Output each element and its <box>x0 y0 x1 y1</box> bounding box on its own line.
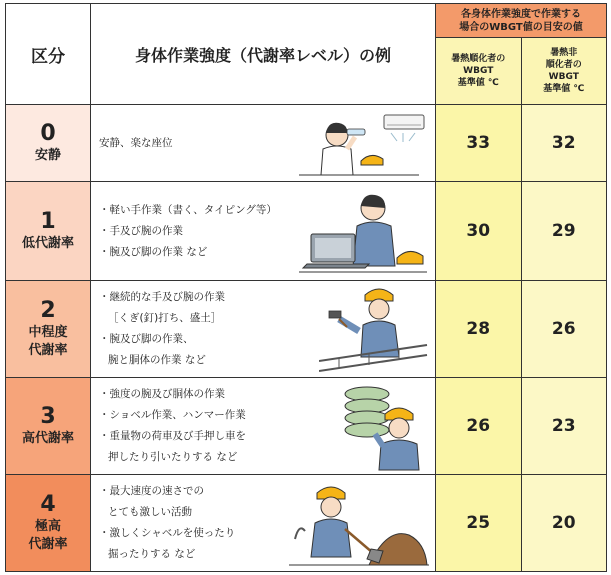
example-cell <box>91 281 436 378</box>
wbgt-unacclimatized-value: 20 <box>521 475 607 572</box>
example-item: 腕と胴体の作業 など <box>108 354 206 366</box>
example-item: 押したり引いたりする など <box>108 451 238 463</box>
level-number: 3 <box>40 404 56 429</box>
header-wbgt-line2: 場合のWBGT値の目安の値 <box>459 21 583 33</box>
wbgt-reference-table <box>5 3 607 572</box>
example-item: ・激しくシャベルを使ったり <box>99 527 236 539</box>
level-number: 1 <box>40 209 56 234</box>
header-unacclimatized-line: 暑熱非 <box>550 48 578 58</box>
example-item: ・重量物の荷車及び手押し車を <box>99 430 246 442</box>
header-acclimatized-line: WBGT <box>463 66 494 76</box>
level-cell <box>6 378 91 475</box>
example-cell <box>91 105 436 182</box>
header-unacclimatized-line: 順化者の <box>545 60 582 70</box>
table-row <box>6 475 607 572</box>
header-unacclimatized-line: WBGT <box>548 72 579 82</box>
wbgt-acclimatized-value: 33 <box>436 105 522 182</box>
level-name: 低代謝率 <box>21 236 74 251</box>
example-item: ・ショベル作業、ハンマー作業 <box>99 409 246 421</box>
wbgt-acclimatized-value: 30 <box>436 182 522 281</box>
header-example: 身体作業強度（代謝率レベル）の例 <box>91 4 436 105</box>
example-item: ・腕及び脚の作業、 <box>99 333 194 345</box>
level-name: 安静 <box>34 148 61 163</box>
example-item: とても激しい活動 <box>108 506 192 518</box>
header-acclimatized-line: 基準値 ℃ <box>457 78 499 88</box>
header-acclimatized <box>436 38 522 105</box>
example-list <box>91 287 435 371</box>
wbgt-unacclimatized-value: 32 <box>521 105 607 182</box>
table-row <box>6 105 607 182</box>
table-row <box>6 182 607 281</box>
example-cell <box>91 475 436 572</box>
level-cell <box>6 281 91 378</box>
header-acclimatized-line: 暑熱順化者の <box>451 54 506 64</box>
example-item: 安静、楽な座位 <box>99 136 173 149</box>
header-unacclimatized <box>521 38 607 105</box>
level-number: 2 <box>40 298 56 323</box>
header-wbgt-guideline <box>436 4 607 38</box>
wbgt-acclimatized-value: 26 <box>436 378 522 475</box>
example-item: ・手及び腕の作業 <box>99 224 183 237</box>
level-name: 中程度 <box>28 325 68 340</box>
example-cell <box>91 378 436 475</box>
example-cell <box>91 182 436 281</box>
level-name: 極高 <box>34 519 61 534</box>
example-list <box>91 133 435 154</box>
wbgt-acclimatized-value: 28 <box>436 281 522 378</box>
table-row <box>6 378 607 475</box>
example-item: ・継続的な手及び腕の作業 <box>99 291 225 303</box>
wbgt-acclimatized-value: 25 <box>436 475 522 572</box>
example-item: ［くぎ(釘)打ち、盛土］ <box>108 312 222 324</box>
example-item: ・軽い手作業（書く、タイピング等） <box>99 203 277 216</box>
level-name: 代謝率 <box>28 343 68 358</box>
example-item: 掘ったりする など <box>108 548 196 560</box>
level-cell <box>6 105 91 182</box>
example-item: ・最大速度の速さでの <box>99 485 204 497</box>
wbgt-unacclimatized-value: 26 <box>521 281 607 378</box>
wbgt-unacclimatized-value: 23 <box>521 378 607 475</box>
wbgt-unacclimatized-value: 29 <box>521 182 607 281</box>
example-list <box>91 384 435 468</box>
example-list <box>91 200 435 263</box>
header-level: 区分 <box>6 4 91 105</box>
level-name: 代謝率 <box>28 537 68 552</box>
level-name: 高代謝率 <box>21 431 74 446</box>
level-number: 4 <box>40 492 56 517</box>
header-unacclimatized-line: 基準値 ℃ <box>543 84 585 94</box>
example-item: ・腕及び脚の作業 など <box>99 245 208 258</box>
level-number: 0 <box>40 121 56 146</box>
wbgt-table-container <box>5 3 607 571</box>
table-row <box>6 281 607 378</box>
example-list <box>91 481 435 565</box>
level-cell <box>6 475 91 572</box>
header-wbgt-line1: 各身体作業強度で作業する <box>461 8 581 20</box>
example-item: ・強度の腕及び胴体の作業 <box>99 388 225 400</box>
level-cell <box>6 182 91 281</box>
